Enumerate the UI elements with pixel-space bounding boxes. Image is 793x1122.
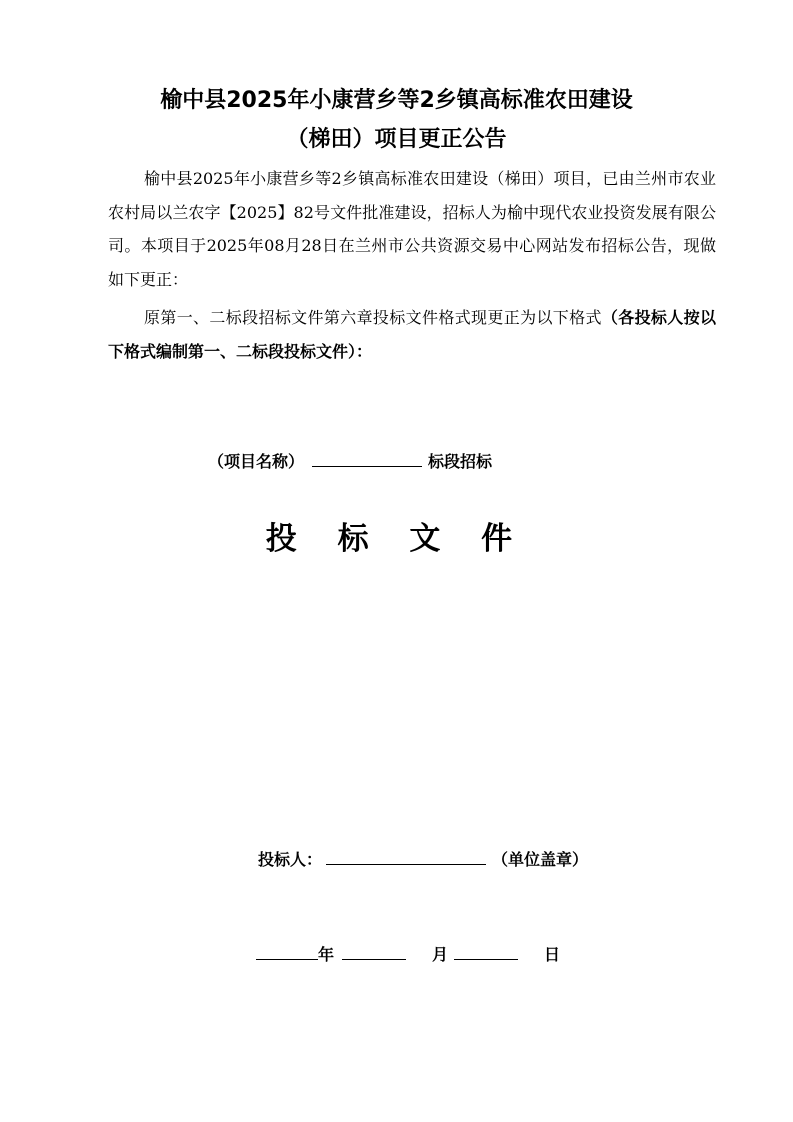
bidder-blank — [326, 848, 486, 865]
notice-title-line-1: 榆中县2025年小康营乡等2乡镇高标准农田建设 — [160, 88, 633, 113]
correction-text: 原第一、二标段招标文件第六章投标文件格式现更正为以下格式 — [144, 308, 602, 327]
project-name-line — [208, 450, 492, 474]
month-label: 月 — [432, 945, 449, 964]
correction-paragraph — [108, 301, 716, 368]
project-name-label: （项目名称） — [208, 452, 305, 471]
month-blank — [342, 943, 406, 960]
project-name-blank — [312, 450, 422, 467]
bidder-signature-line — [258, 848, 588, 872]
bidder-label: 投标人： — [258, 850, 323, 869]
year-label: 年 — [318, 945, 335, 964]
seal-label: （单位盖章） — [492, 850, 589, 869]
correction-instruction: （各投标人按以下格式编制第一、二标段投标文件）： — [108, 308, 716, 361]
section-bid-label: 标段招标 — [428, 452, 493, 471]
bid-document-title: 投 标 文 件 — [265, 521, 528, 557]
year-blank — [256, 943, 318, 960]
day-label: 日 — [544, 945, 561, 964]
notice-title-line-2: （梯田）项目更正公告 — [286, 127, 507, 152]
day-blank — [454, 943, 518, 960]
date-line — [256, 943, 560, 967]
notice-body-paragraph: 榆中县2025年小康营乡等2乡镇高标准农田建设（梯田）项目，已由兰州市农业农村局以兰农字【2025】82号文件批准建设，招标人为榆中现代农业投资发展有限公司。本项目于2025年08月28日在兰州市公共资源交易中心网站发布招标公告，现做如下更正： — [108, 169, 716, 289]
